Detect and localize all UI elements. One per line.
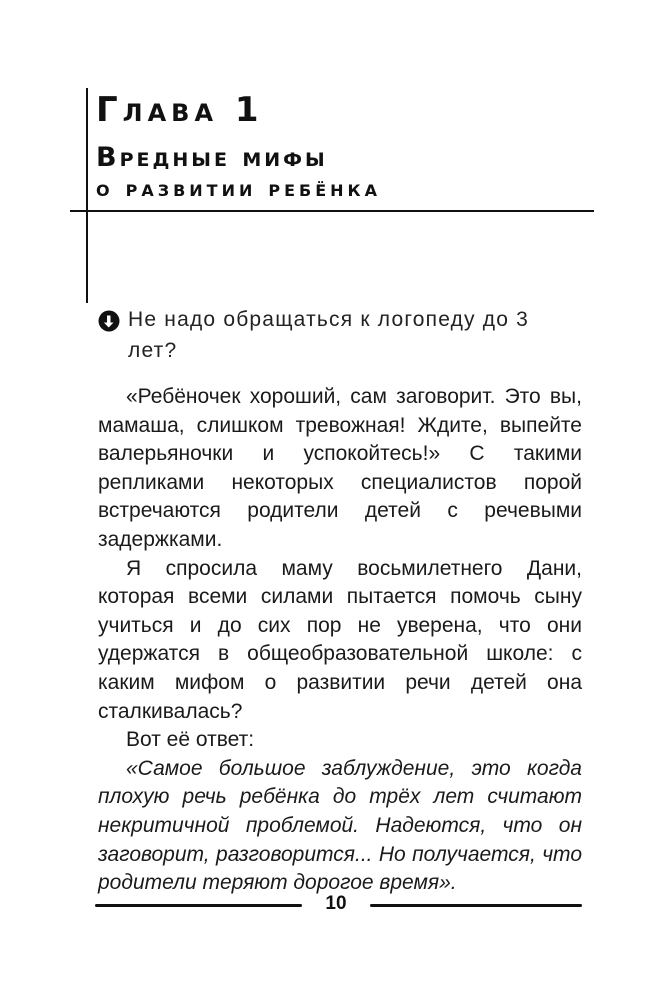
- chapter-title-line-2: о развитии ребёнка: [96, 176, 382, 202]
- page-number: 10: [325, 893, 347, 914]
- body-text: [98, 383, 582, 898]
- footer-rule-left: [95, 904, 302, 907]
- chapter-frame-vertical-line: [86, 88, 88, 303]
- myth-callout: [98, 304, 568, 366]
- myth-question: Не надо обращаться к логопеду до 3 лет?: [128, 308, 530, 362]
- thumbs-down-icon: [98, 310, 120, 332]
- chapter-title-line-1: Вредные мифы: [96, 142, 328, 173]
- chapter-frame-horizontal-line: [70, 210, 594, 212]
- quote-paragraph: «Самое большое заблуждение, это когда плохую речь ребёнка до трёх лет считают некритичной проблемой. Надеются, что он заговорит, разговорится... Но получается, что родители теряют дорогое время».: [98, 756, 582, 895]
- chapter-number: Глава 1: [96, 90, 264, 130]
- paragraph: Я спросила маму восьмилетнего Дани, которая всеми силами пытается помочь сыну учиться и до сих пор не уверена, что они удержатся в общеобразовательной школе: с каким мифом о развитии речи детей она сталкивалась?: [98, 556, 582, 723]
- footer-rule-right: [370, 904, 582, 907]
- paragraph: Вот её ответ:: [126, 728, 255, 752]
- paragraph: «Ребёночек хороший, сам заговорит. Это вы, мамаша, слишком тревожная! Ждите, выпейте валерьяночки и успокойтесь!» С такими репликами некоторых специалистов порой встречаются родители детей с речевыми задержками.: [98, 385, 582, 551]
